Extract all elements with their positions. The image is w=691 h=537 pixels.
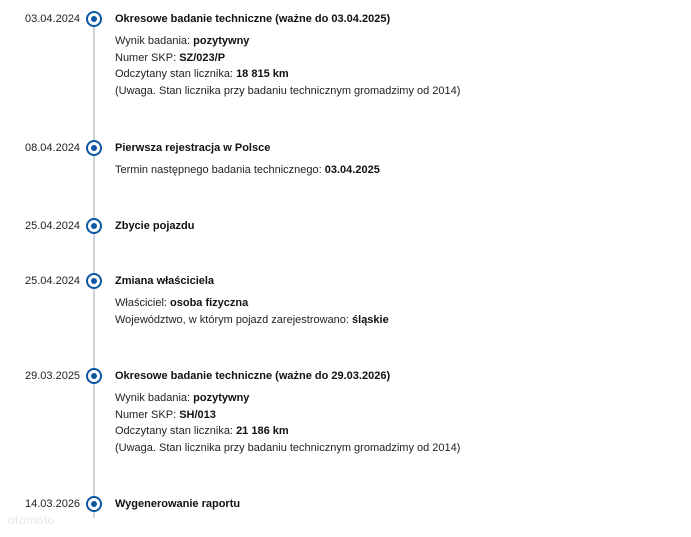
detail-value: pozytywny (193, 35, 250, 47)
event-details (115, 33, 460, 99)
timeline-dot-icon (86, 273, 102, 289)
detail-label: Wynik badania: (115, 392, 194, 404)
timeline-line (93, 18, 95, 518)
event-date: 14.03.2026 (25, 498, 81, 510)
detail-label: Odczytany stan licznika: (115, 425, 237, 437)
detail-row (115, 295, 389, 312)
event-title: Pierwsza rejestracja w Polsce (115, 142, 271, 154)
detail-label: Odczytany stan licznika: (115, 68, 237, 80)
timeline-dot-icon (86, 218, 102, 234)
event-details (115, 162, 380, 179)
event-date: 03.04.2024 (25, 13, 81, 25)
detail-value: 18 815 km (236, 68, 289, 80)
event-details (115, 295, 389, 328)
detail-row (115, 407, 460, 424)
event-title: Zmiana właściciela (115, 275, 215, 287)
detail-value: SZ/023/P (179, 51, 226, 64)
detail-row (115, 162, 380, 179)
detail-value: pozytywny (193, 392, 250, 404)
detail-row (115, 390, 460, 407)
event-date: 08.04.2024 (25, 142, 81, 154)
event-title: Zbycie pojazdu (115, 220, 195, 232)
detail-label: Województwo, w którym pojazd zarejestrowano: (115, 313, 353, 326)
timeline-dot-icon (86, 368, 102, 384)
event-date: 29.03.2025 (25, 370, 81, 382)
timeline-dot-icon (86, 11, 102, 27)
event-title: Okresowe badanie techniczne (ważne do 29.03.2026) (115, 370, 391, 382)
detail-value: śląskie (352, 313, 389, 326)
event-date: 25.04.2024 (25, 220, 81, 232)
detail-row (115, 440, 460, 457)
detail-row (115, 66, 460, 83)
detail-value: osoba fizyczna (170, 297, 249, 309)
detail-label: Wynik badania: (115, 35, 194, 47)
detail-row (115, 33, 460, 50)
detail-value: 21 186 km (236, 425, 289, 437)
detail-label: Termin następnego badania technicznego: (115, 164, 325, 176)
detail-label: (Uwaga. Stan licznika przy badaniu technicznym gromadzimy od 2014) (115, 84, 461, 97)
detail-label: Numer SKP: (115, 408, 180, 421)
detail-row (115, 423, 460, 440)
detail-row (115, 50, 460, 67)
detail-label: (Uwaga. Stan licznika przy badaniu technicznym gromadzimy od 2014) (115, 441, 461, 454)
timeline-dot-icon (86, 496, 102, 512)
event-details (115, 390, 460, 456)
timeline-dot-icon (86, 140, 102, 156)
detail-value: SH/013 (179, 408, 216, 421)
event-date: 25.04.2024 (25, 275, 81, 287)
detail-value: 03.04.2025 (324, 164, 380, 176)
detail-label: Właściciel: (115, 297, 171, 309)
detail-row (115, 312, 389, 329)
detail-label: Numer SKP: (115, 51, 180, 64)
event-title: Okresowe badanie techniczne (ważne do 03.04.2025) (115, 13, 391, 25)
watermark-logo: otomoto (8, 513, 55, 527)
detail-row (115, 83, 460, 100)
event-title: Wygenerowanie raportu (115, 498, 241, 510)
